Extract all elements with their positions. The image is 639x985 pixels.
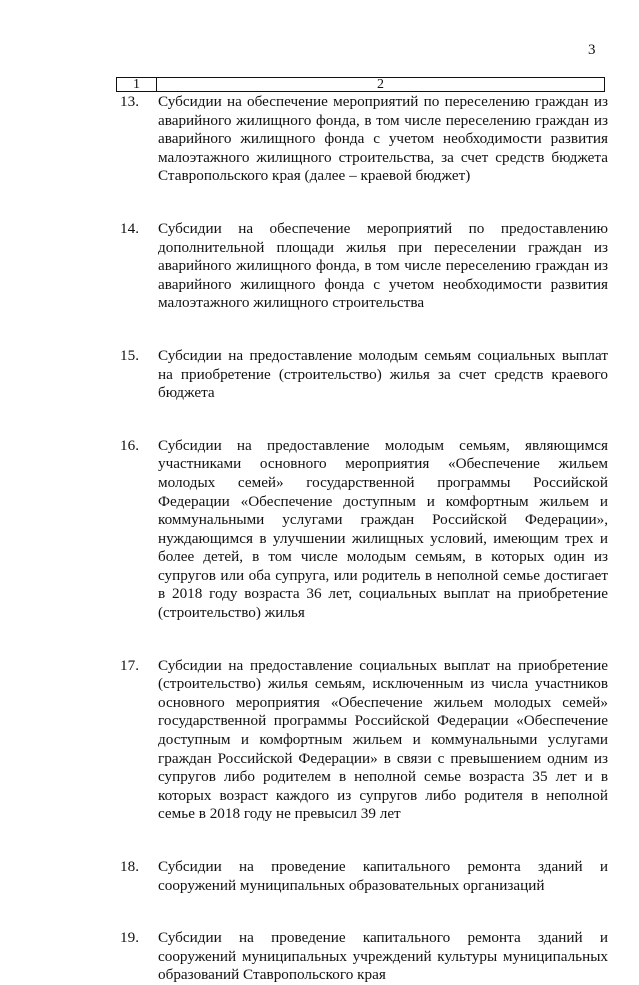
- list-item: [116, 220, 608, 313]
- item-number: 18.: [120, 858, 139, 875]
- list-item: [116, 929, 608, 985]
- items-list: [116, 93, 608, 985]
- item-text: Субсидии на предоставление молодым семьям, являющимся участниками основного мероприятия «Обеспечение жильем молодых семей» государственной программы Российской Федерации «Обеспечение доступным и комфортным жильем и коммунальными услугами граждан Российской Федерации», нуждающимся в улучшении жилищных условий, имеющим трех и более детей, в том числе молодым семьям, в которых один из супругов или оба супруга, или родитель в неполной семье достигает в 2018 году возраста 36 лет, социальных выплат на приобретение (строительство) жилья: [158, 436, 608, 622]
- list-item: [116, 657, 608, 824]
- item-text: Субсидии на обеспечение мероприятий по предоставлению дополнительной площади жилья при переселении граждан из аварийного жилищного фонда, в том числе переселению граждан из аварийного жилищного фонда с учетом необходимости развития малоэтажного жилищного строительства: [158, 219, 608, 312]
- item-number: 15.: [120, 346, 139, 364]
- item-text: Субсидии на проведение капитального ремонта зданий и сооружений муниципальных учреждений культуры муниципальных образований Ставропольского края: [158, 929, 608, 984]
- item-text: Субсидии на обеспечение мероприятий по переселению граждан из аварийного жилищного фонда, в том числе переселению граждан из аварийного жилищного фонда с учетом необходимости развития малоэтажного жилищного строительства, за счет средств бюджета Ставропольского края (далее – краевой бюджет): [158, 93, 608, 185]
- list-item: [116, 858, 608, 895]
- item-number: 19.: [120, 929, 139, 947]
- item-number: 17.: [120, 656, 139, 674]
- list-item: [116, 347, 608, 403]
- item-number: 14.: [120, 219, 139, 237]
- item-text: Субсидии на проведение капитального ремонта зданий и сооружений муниципальных образовательных организаций: [158, 858, 608, 894]
- item-text: Субсидии на предоставление молодым семьям социальных выплат на приобретение (строительство) жилья за счет средств краевого бюджета: [158, 346, 608, 402]
- item-number: 13.: [120, 93, 139, 110]
- column-header-table: [116, 77, 605, 92]
- column-header-1: 1: [117, 78, 157, 92]
- list-item: [116, 437, 608, 623]
- list-item: [116, 93, 608, 186]
- item-text: Субсидии на предоставление социальных выплат на приобретение (строительство) жилья семьям, исключенным из числа участников основного мероприятия «Обеспечение жильем молодых семей» государственной программы Российской Федерации «Обеспечение доступным и комфортным жильем и коммунальными услугами граждан Российской Федерации» в связи с превышением одним из супругов либо родителем в неполной семье возраста 35 лет и в которых возраст каждого из супругов либо родителя в неполной семье в 2018 году не превысил 39 лет: [158, 656, 608, 823]
- page-number: 3: [588, 42, 596, 58]
- column-header-2: 2: [157, 78, 605, 92]
- column-header-row: [117, 78, 605, 92]
- item-number: 16.: [120, 436, 139, 454]
